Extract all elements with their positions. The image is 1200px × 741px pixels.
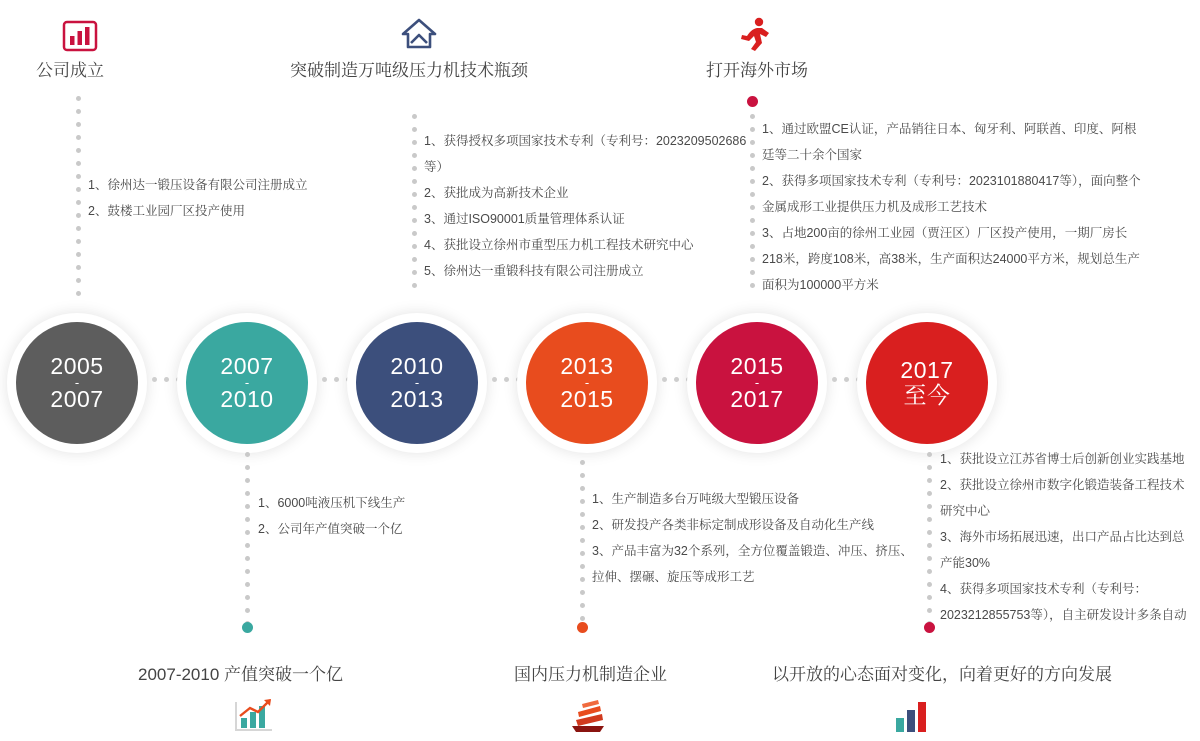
connector-bottom-0 <box>245 452 250 626</box>
node-5-end: 2017 <box>730 386 784 412</box>
top-heading-0: 公司成立 <box>36 61 104 80</box>
connector-bottom-0-cap <box>242 622 253 633</box>
milestone-node-3[interactable] <box>356 322 478 444</box>
top-block-1-line-3: 3、通过ISO90001质量管理体系认证 <box>424 212 625 226</box>
top-block-1-line-4: 4、获批设立徐州市重型压力机工程技术研究中心 <box>424 238 694 252</box>
bottom-block-2-line-3: 3、海外市场拓展迅速，出口产品占比达到总 <box>940 530 1185 544</box>
connector-bottom-2-cap <box>924 622 935 633</box>
node-2-dash: - <box>244 375 250 390</box>
bottom-block-2-line-2: 研究中心 <box>940 504 991 518</box>
node-3-start: 2010 <box>390 353 444 380</box>
bottom-title-0: 2007-2010 产值突破一个亿 <box>138 665 344 684</box>
milestone-node-2[interactable] <box>186 322 308 444</box>
top-block-1-line-5: 5、徐州达一重锻科技有限公司注册成立 <box>424 264 644 278</box>
bottom-block-2-line-6: 2023212855753等），自主研发设计多条自动 <box>940 608 1187 622</box>
node-3-dash: - <box>414 375 420 390</box>
top-block-1 <box>424 128 754 284</box>
bottom-block-2 <box>940 446 1200 628</box>
top-heading-2: 打开海外市场 <box>706 61 808 80</box>
top-heading-1: 突破制造万吨级压力机技术瓶颈 <box>290 61 528 80</box>
bottom-block-2-line-5: 4、获得多项国家技术专利（专利号： <box>940 582 1147 596</box>
node-connector-1-2 <box>152 377 181 382</box>
connector-bottom-1 <box>580 460 585 621</box>
mountain-icon <box>400 16 438 57</box>
node-6-start: 2017 <box>900 357 954 384</box>
milestone-node-4[interactable] <box>526 322 648 444</box>
runner-icon <box>738 16 772 57</box>
bottom-title-2: 以开放的心态面对变化，向着更好的方向发展 <box>772 665 1112 684</box>
bottom-block-0 <box>258 490 558 542</box>
bar-chart-icon <box>62 20 98 57</box>
bottom-block-0-line-0: 1、6000吨液压机下线生产 <box>258 496 406 510</box>
top-block-0 <box>88 172 388 224</box>
bottom-block-1-line-2: 3、产品丰富为32个系列，全方位覆盖锻造、冲压、挤压、 <box>592 544 913 558</box>
connector-top-0 <box>76 96 81 296</box>
top-block-1-line-0: 1、获得授权多项国家技术专利（专利号：2023209502686 <box>424 134 747 148</box>
bottom-block-2-line-4: 产能30% <box>940 556 991 570</box>
node-4-start: 2013 <box>560 353 614 380</box>
node-1-dash: - <box>74 375 80 390</box>
bottom-block-2-line-1: 2、获批设立徐州市数字化锻造装备工程技术 <box>940 478 1185 492</box>
bottom-block-1-line-0: 1、生产制造多台万吨级大型锻压设备 <box>592 492 799 506</box>
top-block-2-line-0: 1、通过欧盟CE认证，产品销往日本、匈牙利、阿联酋、印度、阿根 <box>762 122 1137 136</box>
top-block-1-line-2: 2、获批成为高新技术企业 <box>424 186 569 200</box>
top-block-2-line-3: 金属成形工业提供压力机及成形工艺技术 <box>762 200 988 214</box>
bottom-title-1: 国内压力机制造企业 <box>514 665 667 684</box>
top-block-2-line-5: 218米，跨度108米，高38米，生产面积达24000平方米，规划总生产 <box>762 252 1140 266</box>
node-connector-2-3 <box>322 377 351 382</box>
bottom-block-0-line-1: 2、公司年产值突破一个亿 <box>258 522 403 536</box>
node-1-start: 2005 <box>50 353 104 380</box>
top-block-0-line-1: 2、鼓楼工业园厂区投产使用 <box>88 204 245 218</box>
milestone-node-6[interactable] <box>866 322 988 444</box>
node-4-end: 2015 <box>560 386 614 412</box>
node-3-end: 2013 <box>390 386 444 412</box>
press-machine-icon <box>566 696 610 741</box>
top-block-2-line-2: 2、获得多项国家技术专利（专利号：2023101880417等），面向整个 <box>762 174 1141 188</box>
top-block-2 <box>762 116 1162 298</box>
bottom-block-1 <box>592 486 932 590</box>
node-connector-3-4 <box>492 377 521 382</box>
top-block-0-line-0: 1、徐州达一锻压设备有限公司注册成立 <box>88 178 308 192</box>
bottom-block-1-line-3: 拉伸、摆碾、旋压等成形工艺 <box>592 570 755 584</box>
connector-top-1 <box>412 114 417 288</box>
bottom-block-1-line-1: 2、研发投产各类非标定制成形设备及自动化生产线 <box>592 518 874 532</box>
milestone-node-1[interactable] <box>16 322 138 444</box>
node-4-dash: - <box>584 375 590 390</box>
node-5-start: 2015 <box>730 353 784 380</box>
node-1-end: 2007 <box>50 386 104 412</box>
top-block-2-line-4: 3、占地200亩的徐州工业园（贾汪区）厂区投产使用，一期厂房长 <box>762 226 1128 240</box>
node-connector-4-5 <box>662 377 691 382</box>
node-connector-5-6 <box>832 377 861 382</box>
connector-bottom-1-cap <box>577 622 588 633</box>
bottom-block-2-line-0: 1、获批设立江苏省博士后创新创业实践基地 <box>940 452 1185 466</box>
node-5-dash: - <box>754 375 760 390</box>
top-block-2-line-1: 廷等二十余个国家 <box>762 148 863 162</box>
top-block-1-line-1: 等） <box>424 160 450 174</box>
node-2-end: 2010 <box>220 386 274 412</box>
node-2-start: 2007 <box>220 353 274 380</box>
top-block-2-line-6: 面积为100000平方米 <box>762 278 879 292</box>
node-6-end: 至今 <box>903 382 951 408</box>
growth-chart-icon <box>232 696 276 741</box>
bar-growth-icon <box>890 696 934 741</box>
milestone-node-5[interactable] <box>696 322 818 444</box>
connector-top-2-cap <box>747 96 758 107</box>
